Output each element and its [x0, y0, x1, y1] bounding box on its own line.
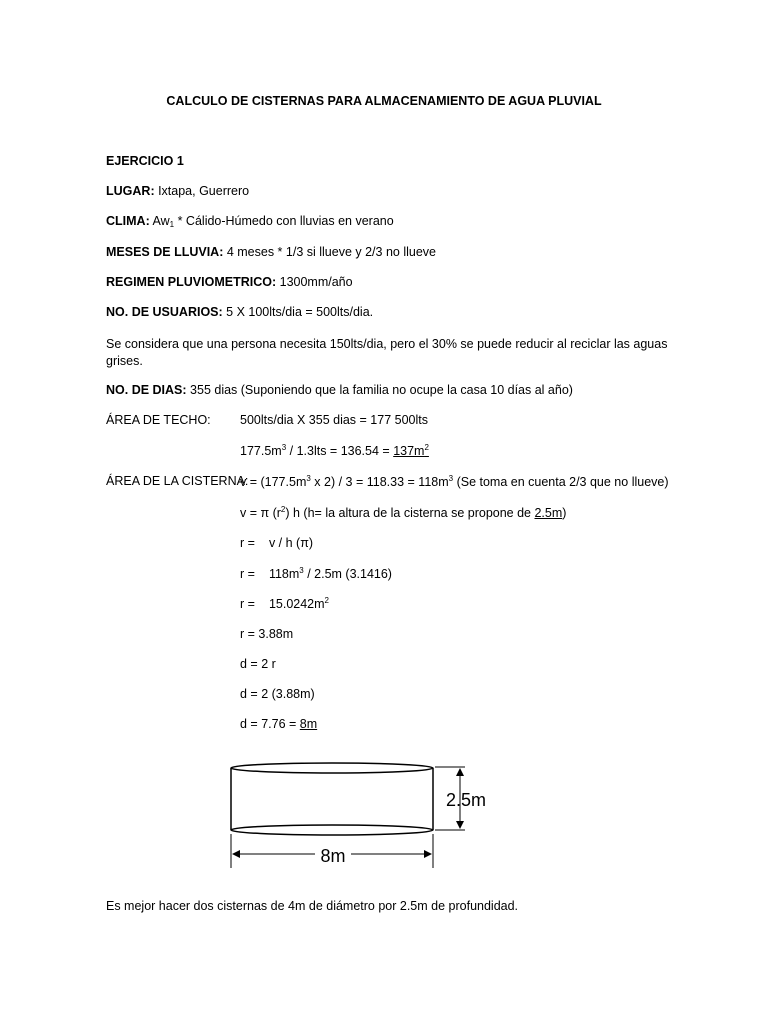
formula-c: ) — [562, 506, 567, 520]
regimen-line — [106, 275, 353, 289]
formula-sup: 2 — [280, 505, 286, 514]
note-paragraph: Se considera que una persona necesita 150lts/dia, pero el 30% se puede reducir al reciclar las aguas grises. — [106, 337, 668, 368]
r-line-4: r = 3.88m — [240, 627, 294, 641]
r-line-1 — [240, 536, 313, 550]
r-line-2 — [240, 566, 392, 581]
usuarios-label: NO. DE USUARIOS: — [106, 305, 223, 319]
clima-value-post: * Cálido-Húmedo con lluvias en verano — [174, 214, 394, 228]
r2-sup: 3 — [299, 566, 304, 575]
vol-sup2: 3 — [448, 474, 454, 483]
r1-a: r = — [240, 536, 255, 550]
formula-a: v = π (r — [240, 506, 281, 520]
r-line-3 — [240, 596, 329, 611]
techo-line-2 — [240, 443, 429, 458]
d-line-1: d = 2 r — [240, 657, 276, 671]
techo-result — [393, 444, 429, 458]
formula-height: 2.5m — [534, 506, 563, 520]
clima-label: CLIMA: — [106, 214, 150, 228]
conclusion: Es mejor hacer dos cisternas de 4m de diámetro por 2.5m de profundidad. — [106, 899, 519, 913]
meses-label: MESES DE LLUVIA: — [106, 245, 224, 259]
document-title: CALCULO DE CISTERNAS PARA ALMACENAMIENTO DE AGUA PLUVIAL — [166, 94, 602, 108]
meses-line — [106, 245, 436, 259]
clima-value-pre: Aw — [149, 214, 170, 228]
width-label: 8m — [320, 846, 346, 866]
usuarios-value: 5 X 100lts/dia = 500lts/dia. — [222, 305, 374, 319]
formula-line — [240, 505, 566, 520]
r2-b2: / 2.5m (3.1416) — [303, 567, 392, 581]
dias-label: NO. DE DIAS: — [106, 383, 187, 397]
r3-sup: 2 — [324, 596, 329, 605]
cisterna-label: ÁREA DE LA CISTERNA: — [106, 474, 249, 488]
d-line-2: d = 2 (3.88m) — [240, 687, 315, 701]
lugar-label: LUGAR: — [106, 184, 155, 198]
d3-result: 8m — [299, 717, 318, 731]
dias-value: 355 dias (Suponiendo que la familia no ocupe la casa 10 días al año) — [186, 383, 573, 397]
vol-b: x 2) / 3 = 118.33 = 118m — [310, 475, 449, 489]
regimen-value: 1300mm/año — [276, 275, 353, 289]
techo-line-1: 500lts/dia X 355 dias = 177 500lts — [240, 413, 428, 427]
r2-b1: 118m — [268, 567, 300, 581]
exercise-heading: EJERCICIO 1 — [106, 154, 184, 168]
vol-sup1: 3 — [306, 474, 311, 483]
d3-a: d = 7.76 = — [240, 717, 300, 731]
cylinder-bottom-ellipse — [231, 825, 433, 835]
cisterna-volume-line — [240, 474, 669, 489]
r1-b: v / h (π) — [268, 536, 313, 550]
techo-l2-sup: 3 — [281, 443, 287, 452]
techo-result-sup: 2 — [424, 443, 429, 452]
vol-a: v = (177.5m — [240, 475, 307, 489]
formula-b: ) h (h= la altura de la cisterna se propone de — [285, 506, 535, 520]
dias-line — [106, 383, 573, 397]
clima-subscript: 1 — [169, 220, 175, 229]
vol-c: (Se toma en cuenta 2/3 que no llueve) — [453, 475, 669, 489]
techo-label: ÁREA DE TECHO: — [106, 413, 211, 427]
techo-l2-a: 177.5m — [240, 444, 282, 458]
meses-value: 4 meses * 1/3 si llueve y 2/3 no llueve — [223, 245, 436, 259]
cistern-diagram — [225, 758, 525, 878]
r2-a: r = — [240, 567, 255, 581]
height-label: 2.5m — [446, 790, 487, 810]
r3-a: r = — [240, 597, 255, 611]
lugar-line — [106, 184, 249, 198]
techo-result-value: 137m — [393, 444, 425, 458]
r3-b1: 15.0242m — [268, 597, 325, 611]
techo-l2-b: / 1.3lts = 136.54 = — [286, 444, 394, 458]
d-line-3 — [240, 717, 317, 731]
cylinder-top-ellipse — [231, 763, 433, 773]
clima-line — [106, 214, 394, 229]
usuarios-line — [106, 305, 373, 319]
lugar-value: Ixtapa, Guerrero — [154, 184, 250, 198]
regimen-label: REGIMEN PLUVIOMETRICO: — [106, 275, 277, 289]
